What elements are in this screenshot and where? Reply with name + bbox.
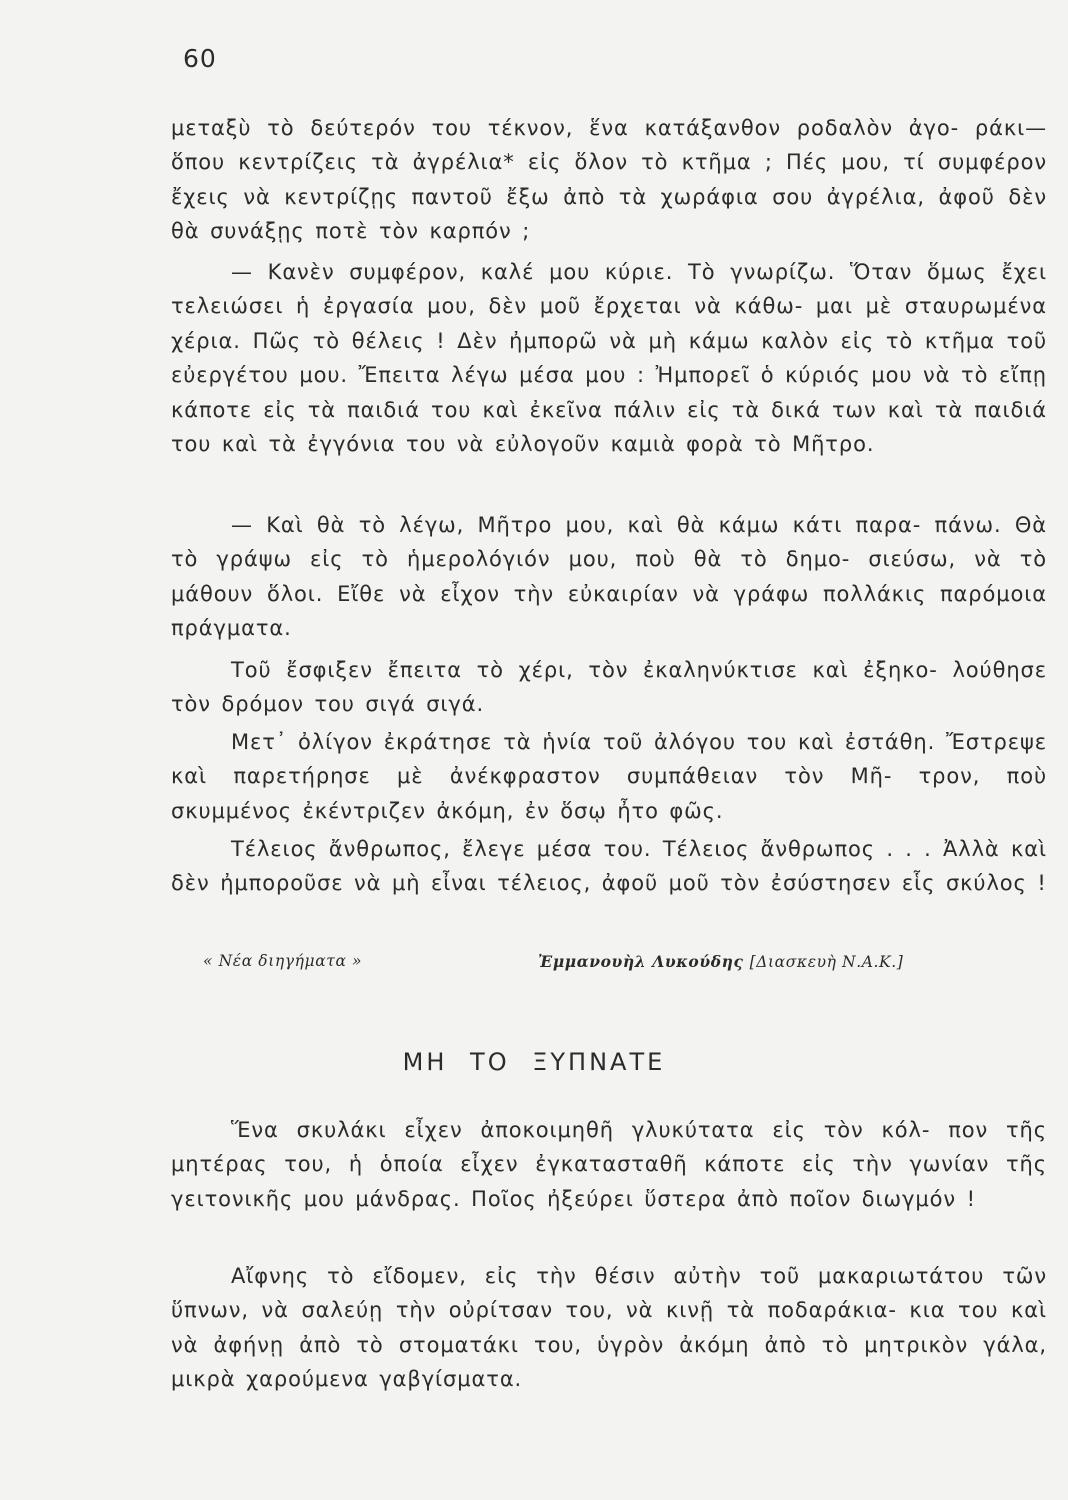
story2-paragraph-1: Ἕνα σκυλάκι εἶχεν ἀποκοιμηθῆ γλυκύτατα εἰς τὸν κόλ- πον τῆς μητέρας του, ἡ ὁποία εἶχεν ἐγκατασταθῆ κάποτε εἰς τὴν γωνίαν τῆς γειτονικῆς μου μάνδρας. Ποῖος ἠξεύρει ὕστερα ἀπὸ ποῖον διωγμόν ! (171, 1118, 1047, 1211)
story1-paragraph-4: Τοῦ ἔσφιξεν ἔπειτα τὸ χέρι, τὸν ἐκαληνύκτισε καὶ ἐξηκο- λούθησε τὸν δρόμον του σιγά σιγά. (171, 658, 1047, 717)
page-number: 60 (183, 44, 217, 73)
adaptation-note: [Διασκευὴ Ν.Α.Κ.] (749, 953, 904, 971)
story1-paragraph-6: Τέλειος ἄνθρωπος, ἔλεγε μέσα του. Τέλειος ἄνθρωπος . . . Ἀλλὰ καὶ δὲν ἠμποροῦσε νὰ μὴ εἶναι τέλειος, ἀφοῦ μοῦ τὸν ἐσύστησεν εἷς σκύλος ! (171, 837, 1047, 896)
story1-paragraph-5: Μετ᾽ ὀλίγον ἐκράτησε τὰ ἡνία τοῦ ἀλόγου του καὶ ἐστάθη. Ἔστρεψε καὶ παρετήρησε μὲ ἀνέκφραστον συμπάθειαν τὸν Μῆ- τρον, ποὺ σκυμμένος ἐκέντριζεν ἀκόμη, ἐν ὅσῳ ἦτο φῶς. (171, 730, 1047, 823)
story1-paragraph-2: — Κανὲν συμφέρον, καλέ μου κύριε. Τὸ γνωρίζω. Ὅταν ὅμως ἔχει τελειώσει ἡ ἐργασία μου, δὲν μοῦ ἔρχεται νὰ κάθω- μαι μὲ σταυρωμένα χέρια. Πῶς τὸ θέλεις ! Δὲν ἠμπορῶ νὰ μὴ κάμω καλὸν εἰς τὸ κτῆμα τοῦ εὐεργέτου μου. Ἔπειτα λέγω μέσα μου : Ἠμπορεῖ ὁ κύριός μου νὰ τὸ εἴπῃ κάποτε εἰς τὰ παιδιά του καὶ ἐκεῖνα πάλιν εἰς τὰ δικά των καὶ τὰ παιδιά του καὶ τὰ ἐγγόνια του νὰ εὐλογοῦν καμιὰ φορὰ τὸ Μῆτρο. (171, 260, 1047, 457)
author-attribution (538, 952, 903, 971)
author-name: Ἐμμανουὴλ Λυκούδης (538, 952, 744, 971)
story1-paragraph-1: μεταξὺ τὸ δεύτερόν του τέκνον, ἕνα κατάξανθον ροδαλὸν ἀγο- ράκι—ὅπου κεντρίζεις τὰ ἀγρέλια* εἰς ὅλον τὸ κτῆμα ; Πές μου, τί συμφέρον ἔχεις νὰ κεντρίζῃς παντοῦ ἔξω ἀπὸ τὰ χωράφια σου ἀγρέλια, ἀφοῦ δὲν θὰ συνάξῃς ποτὲ τὸν καρπόν ; (171, 116, 1047, 244)
story2-title: ΜΗ ΤΟ ΞΥΠΝΑΤΕ (402, 1048, 666, 1076)
story1-paragraph-3: — Καὶ θὰ τὸ λέγω, Μῆτρο μου, καὶ θὰ κάμω κάτι παρα- πάνω. Θὰ τὸ γράψω εἰς τὸ ἡμερολόγιόν μου, ποὺ θὰ τὸ δημο- σιεύσω, νὰ τὸ μάθουν ὅλοι. Εἴθε νὰ εἶχον τὴν εὐκαιρίαν νὰ γράφω πολλάκις παρόμοια πράγματα. (171, 513, 1047, 641)
story2-paragraph-2: Αἴφνης τὸ εἴδομεν, εἰς τὴν θέσιν αὐτὴν τοῦ μακαριωτάτου τῶν ὕπνων, νὰ σαλεύῃ τὴν οὐρίτσαν του, νὰ κινῇ τὰ ποδαράκια- κια του καὶ νὰ ἀφήνῃ ἀπὸ τὸ στοματάκι του, ὑγρὸν ἀκόμη ἀπὸ τὸ μητρικὸν γάλα, μικρὰ χαρούμενα γαβγίσματα. (171, 1264, 1047, 1392)
source-collection: « Νέα διηγήματα » (203, 952, 363, 970)
